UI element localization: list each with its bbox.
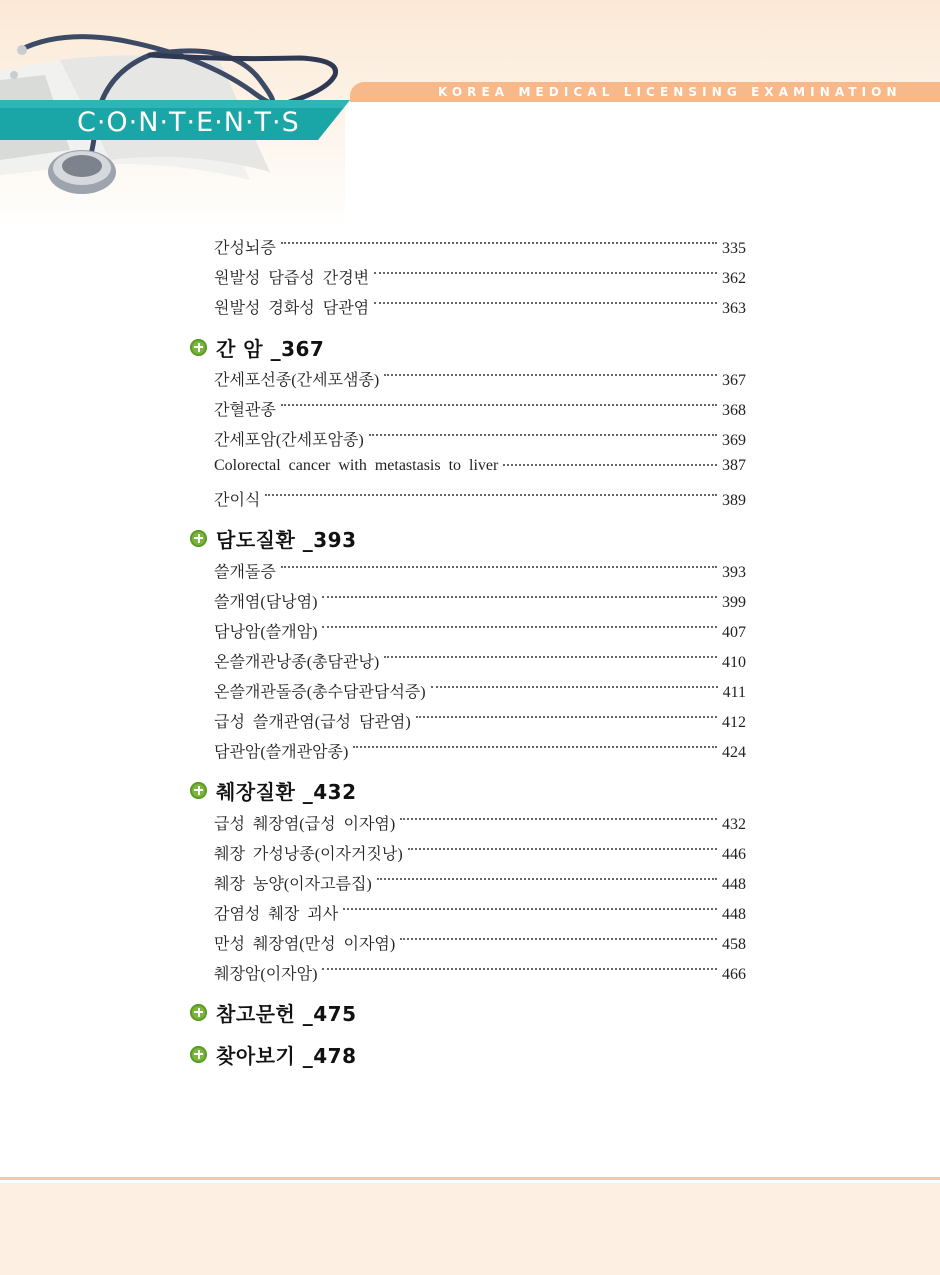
toc-entry[interactable]: [214, 811, 746, 835]
toc-entry-page: 410: [722, 654, 746, 671]
toc-entry-page: 448: [722, 876, 746, 893]
toc-entry-page: 368: [722, 402, 746, 419]
toc-entry[interactable]: [214, 265, 746, 289]
leader-dots: [369, 434, 717, 436]
leader-dots: [384, 374, 717, 376]
toc-entry-label: 간세포암(간세포암종): [214, 432, 364, 449]
toc-entry-label: 쓸개염(담낭염): [214, 594, 318, 611]
toc-entry-label: 급성 쓸개관염(급성 담관염): [214, 714, 411, 731]
toc-entry-page: 335: [722, 240, 746, 257]
plus-circle-icon: [190, 782, 207, 799]
toc-entry-page: 458: [722, 936, 746, 953]
leader-dots: [416, 716, 717, 718]
header-band-text: KOREA MEDICAL LICENSING EXAMINATION: [438, 85, 902, 99]
section-title: 참고문헌 _475: [216, 1001, 357, 1026]
leader-dots: [281, 566, 717, 568]
leader-dots: [353, 746, 717, 748]
leader-dots: [322, 626, 717, 628]
leader-dots: [431, 686, 718, 688]
toc-entry[interactable]: [214, 841, 746, 865]
leader-dots: [322, 968, 717, 970]
toc-entry-page: 389: [722, 492, 746, 509]
toc-entry-label: 급성 췌장염(급성 이자염): [214, 816, 396, 833]
leader-dots: [281, 242, 717, 244]
toc-entry-label: 간이식: [214, 492, 261, 509]
toc-section-index[interactable]: [190, 1039, 357, 1069]
toc-entry[interactable]: [214, 427, 746, 451]
toc-entry-page: 407: [722, 624, 746, 641]
toc-entry[interactable]: [214, 679, 746, 703]
toc-entry[interactable]: [214, 649, 746, 673]
toc-entry[interactable]: [214, 397, 746, 421]
toc-entry-label: 원발성 경화성 담관염: [214, 300, 370, 317]
toc-entry-label: 온쓸개관돌증(총수담관담석증): [214, 684, 426, 701]
leader-dots: [503, 464, 717, 466]
toc-entry-page: 446: [722, 846, 746, 863]
leader-dots: [322, 596, 717, 598]
toc-section-pancreatic-disease[interactable]: [190, 775, 357, 805]
toc-entry-label: 감염성 췌장 괴사: [214, 906, 339, 923]
footer-background: [0, 1183, 940, 1275]
section-title: 찾아보기 _478: [216, 1043, 357, 1068]
toc-entry[interactable]: [214, 961, 746, 985]
toc-entry-label: Colorectal cancer with metastasis to liver: [214, 457, 499, 474]
toc-entry-label: 췌장암(이자암): [214, 966, 318, 983]
leader-dots: [374, 272, 717, 274]
toc-entry[interactable]: [214, 235, 746, 259]
toc-entry-page: 432: [722, 816, 746, 833]
leader-dots: [374, 302, 717, 304]
plus-circle-icon: [190, 530, 207, 547]
toc-entry[interactable]: [214, 619, 746, 643]
toc-section-references[interactable]: [190, 997, 357, 1027]
leader-dots: [265, 494, 717, 496]
toc-entry[interactable]: [214, 739, 746, 763]
plus-circle-icon: [190, 1046, 207, 1063]
leader-dots: [377, 878, 717, 880]
toc-entry-page: 424: [722, 744, 746, 761]
plus-circle-icon: [190, 339, 207, 356]
leader-dots: [400, 818, 717, 820]
toc-entry-page: 411: [722, 684, 746, 701]
toc-entry-page: 399: [722, 594, 746, 611]
toc-entry-label: 췌장 가성낭종(이자거짓낭): [214, 846, 403, 863]
toc-entry[interactable]: [214, 589, 746, 613]
toc-entry-page: 466: [722, 966, 746, 983]
header-white-panel: [345, 100, 940, 240]
footer-divider: [0, 1177, 940, 1180]
contents-title: C·O·N·T·E·N·T·S: [77, 107, 300, 138]
toc-entry-page: 412: [722, 714, 746, 731]
toc-entry[interactable]: [214, 295, 746, 319]
toc-entry-page: 369: [722, 432, 746, 449]
toc-section-biliary-disease[interactable]: [190, 523, 357, 553]
toc-section-liver-cancer[interactable]: [190, 332, 324, 362]
toc-entry-label: 온쓸개관낭종(총담관낭): [214, 654, 380, 671]
toc-entry-label: 만성 췌장염(만성 이자염): [214, 936, 396, 953]
leader-dots: [384, 656, 717, 658]
toc-entry-page: 367: [722, 372, 746, 389]
toc-entry-page: 393: [722, 564, 746, 581]
toc-entry-label: 쓸개돌증: [214, 564, 276, 581]
leader-dots: [343, 908, 717, 910]
toc-entry[interactable]: [214, 901, 746, 925]
plus-circle-icon: [190, 1004, 207, 1021]
toc-entry-page: 448: [722, 906, 746, 923]
toc-entry-label: 간세포선종(간세포샘종): [214, 372, 380, 389]
toc-entry[interactable]: [214, 931, 746, 955]
toc-entry-label: 췌장 농양(이자고름집): [214, 876, 372, 893]
toc-entry[interactable]: [214, 487, 746, 511]
toc-entry[interactable]: [214, 871, 746, 895]
toc-entry-page: 363: [722, 300, 746, 317]
toc-entry-label: 담낭암(쓸개암): [214, 624, 318, 641]
toc-entry[interactable]: [214, 559, 746, 583]
section-title: 췌장질환 _432: [216, 779, 357, 804]
toc-entry-page: 387: [722, 457, 746, 474]
toc-entry[interactable]: [214, 709, 746, 733]
leader-dots: [281, 404, 717, 406]
toc-entry[interactable]: [214, 367, 746, 391]
toc-entry-label: 담관암(쓸개관암종): [214, 744, 349, 761]
toc-entry-label: 간성뇌증: [214, 240, 276, 257]
section-title: 간 암 _367: [216, 336, 325, 361]
toc-entry[interactable]: [214, 457, 746, 481]
toc-entry-page: 362: [722, 270, 746, 287]
toc-entry-label: 원발성 담즙성 간경변: [214, 270, 370, 287]
toc-entry-label: 간혈관종: [214, 402, 276, 419]
section-title: 담도질환 _393: [216, 527, 357, 552]
leader-dots: [408, 848, 717, 850]
leader-dots: [400, 938, 717, 940]
